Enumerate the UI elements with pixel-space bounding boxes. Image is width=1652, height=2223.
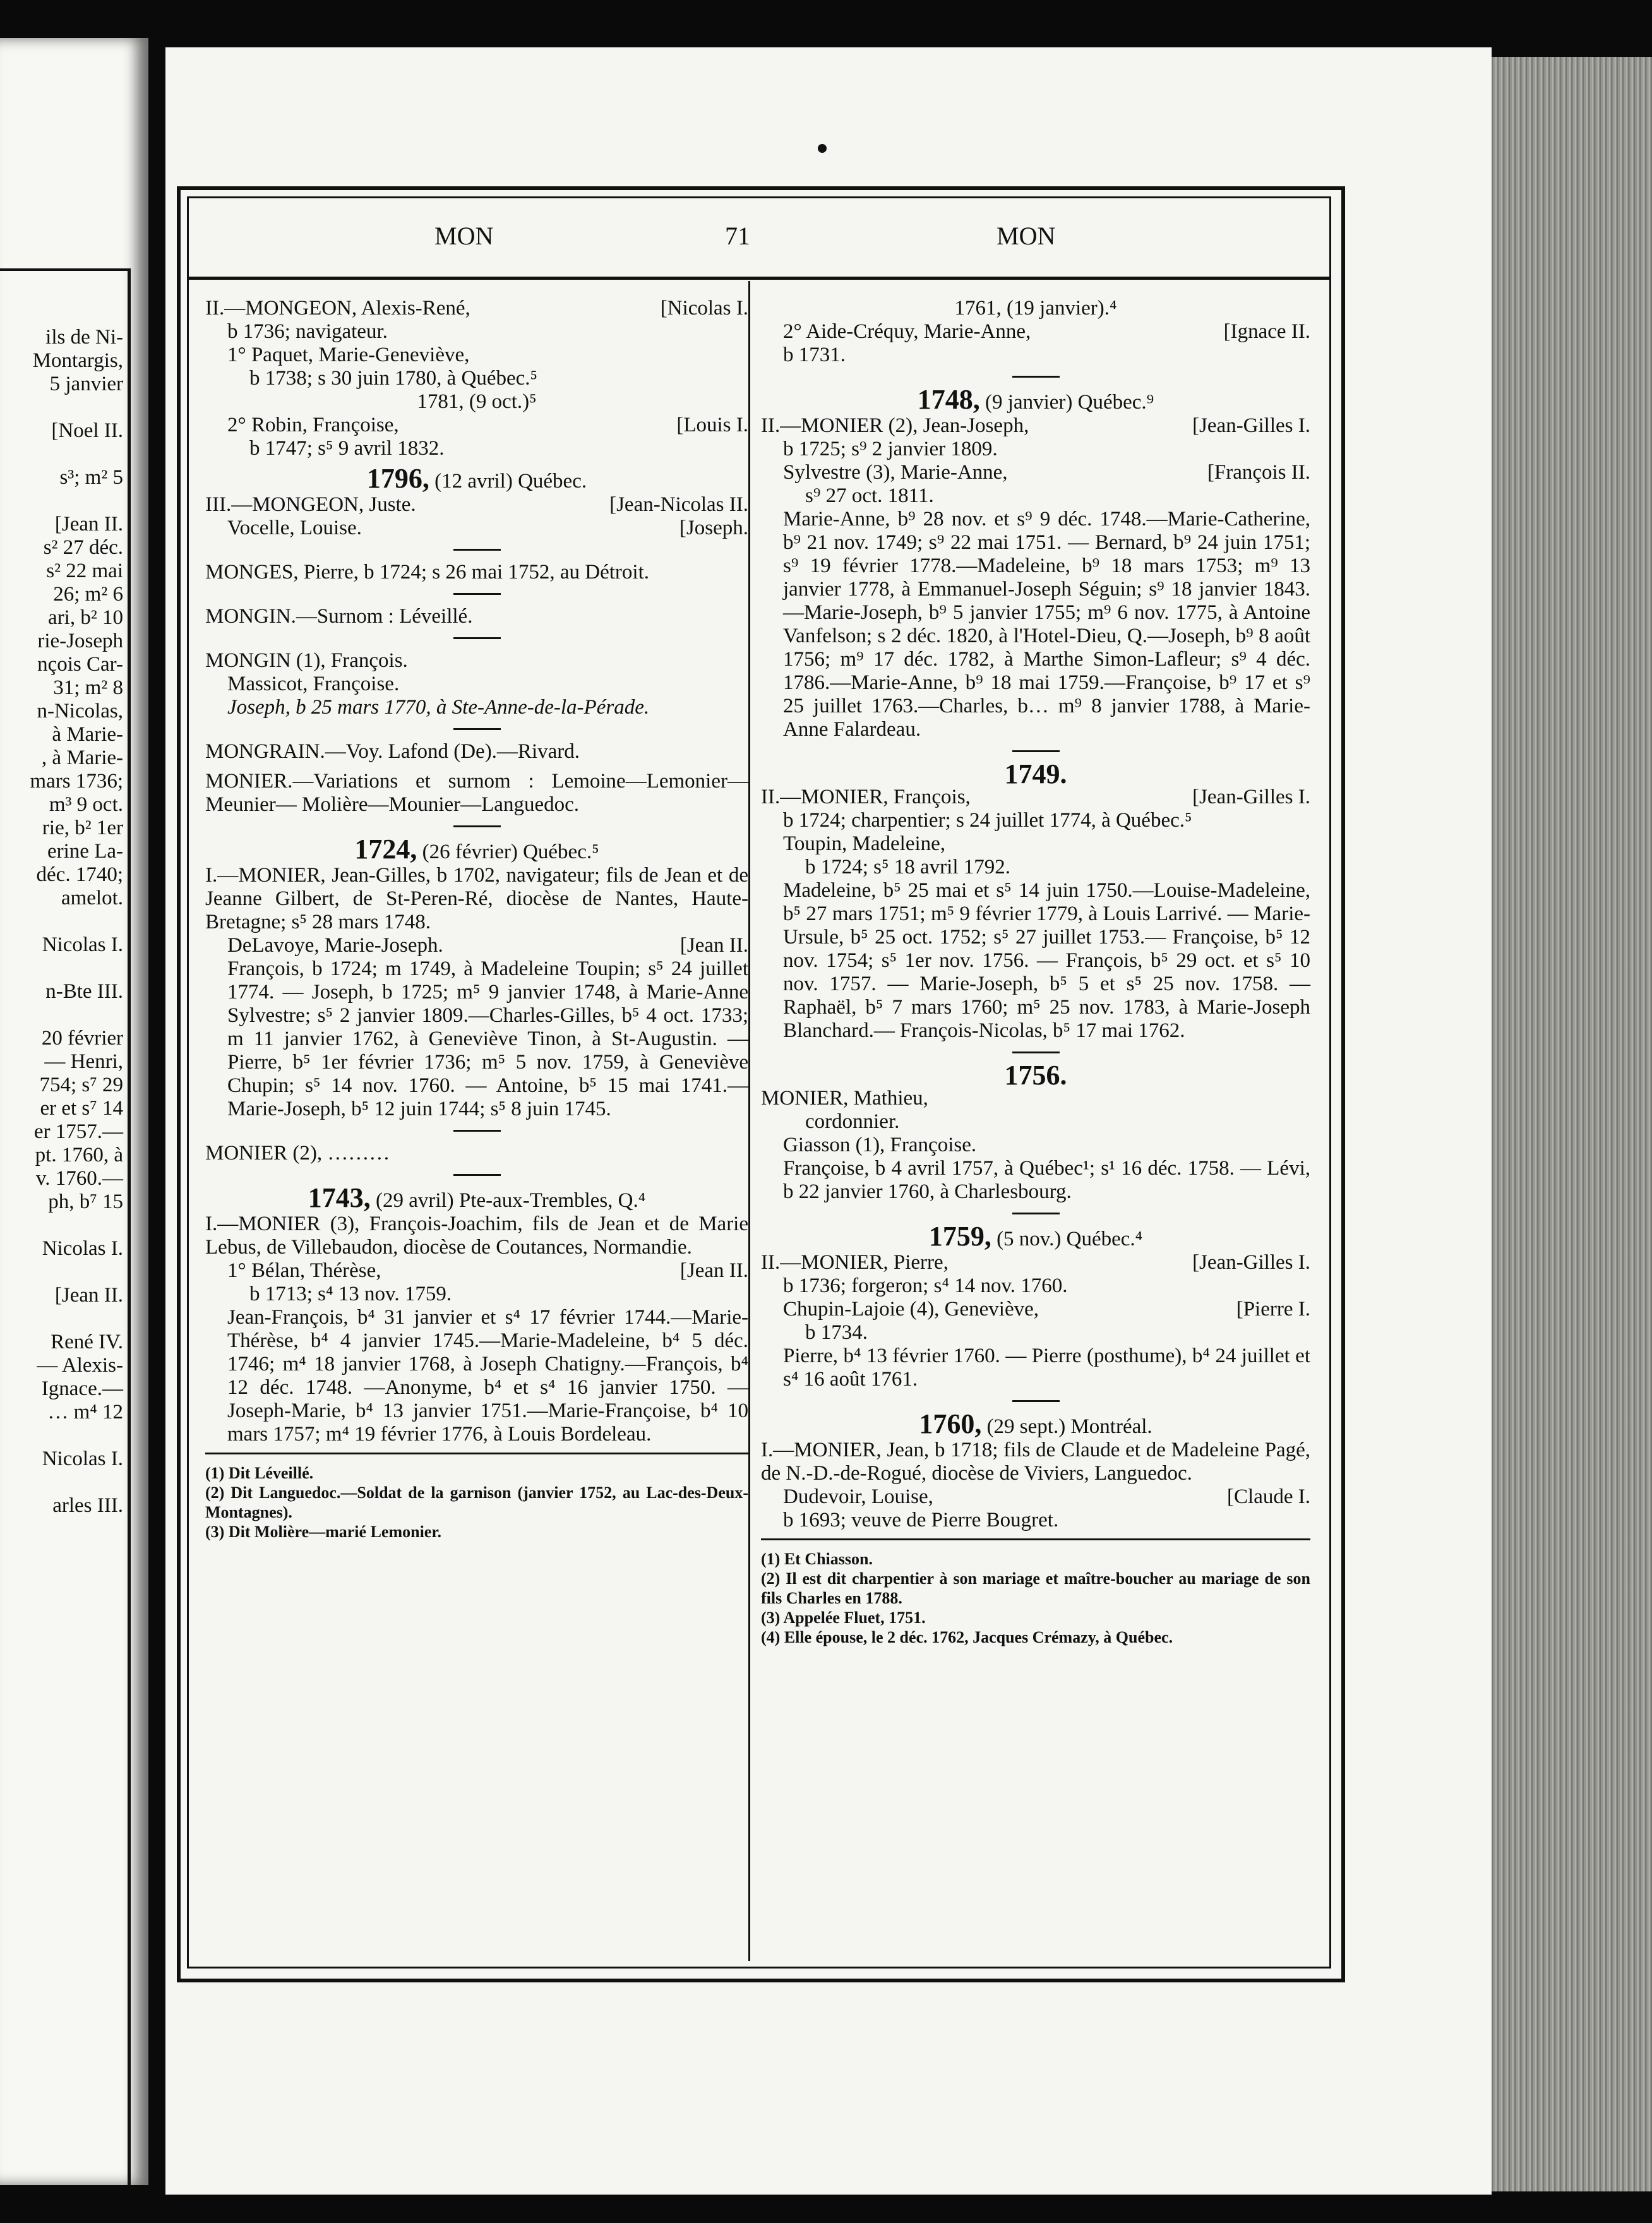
footnote: (4) Elle épouse, le 2 déc. 1762, Jacques Crémazy, à Québec. bbox=[761, 1628, 1173, 1646]
previous-page-line: rie-Joseph bbox=[37, 630, 123, 652]
separator bbox=[453, 825, 501, 827]
previous-page-line: v. 1760.— bbox=[35, 1167, 123, 1190]
entry-line: b 1738; s 30 juin 1780, à Québec.⁵ bbox=[249, 367, 538, 390]
separator bbox=[1012, 1052, 1060, 1053]
header-left-guideword: MON bbox=[434, 222, 494, 250]
spouse-line: Toupin, Madeleine, bbox=[783, 832, 946, 855]
separator bbox=[1012, 750, 1060, 752]
previous-page-line: René IV. bbox=[51, 1331, 123, 1353]
previous-page-line: arles III. bbox=[52, 1494, 123, 1517]
parent-ref: [François II. bbox=[1207, 461, 1310, 484]
year-heading-1760: 1760, (29 sept.) Montréal. bbox=[919, 1408, 1152, 1439]
previous-page-line: 754; s⁷ 29 bbox=[39, 1074, 123, 1096]
parent-ref: [Joseph. bbox=[679, 517, 748, 539]
previous-page-line: 26; m² 6 bbox=[53, 583, 123, 606]
previous-page-line: Ignace.— bbox=[41, 1377, 123, 1400]
header-right-guideword: MON bbox=[997, 222, 1056, 250]
entry-monier-jean-joseph bbox=[761, 414, 1310, 741]
spouse-line: Dudevoir, Louise, bbox=[783, 1485, 933, 1508]
column-divider bbox=[748, 281, 750, 1961]
previous-page-line: [Noel II. bbox=[51, 419, 123, 442]
parent-ref: [Jean II. bbox=[679, 934, 748, 957]
footnote: (1) Dit Léveillé. bbox=[205, 1464, 314, 1482]
spouse-line: Vocelle, Louise. bbox=[227, 517, 362, 539]
parent-ref: [Ignace II. bbox=[1223, 320, 1310, 343]
parent-ref: [Jean-Gilles I. bbox=[1192, 786, 1310, 808]
entry-monier-mathieu bbox=[761, 1087, 1310, 1204]
spouse-line: 2° Aide-Créquy, Marie-Anne, bbox=[783, 320, 1031, 343]
previous-page-line: Nicolas I. bbox=[42, 933, 123, 956]
previous-page-line: nçois Car- bbox=[37, 653, 123, 676]
entry-monier-variations: MONIER.—Variations et surnom : Lemoine—Lemonier—Meunier— Molière—Mounier—Languedoc. bbox=[205, 770, 748, 816]
previous-page-line: s² 22 mai bbox=[46, 560, 123, 582]
right-column bbox=[761, 297, 1310, 1647]
entry-line: b 1736; forgeron; s⁴ 14 nov. 1760. bbox=[783, 1274, 1068, 1297]
separator bbox=[453, 1130, 501, 1132]
entry-line: b 1731. bbox=[783, 344, 846, 366]
entry-title: MONIER, Mathieu, bbox=[761, 1087, 928, 1110]
spouse-line: Giasson (1), Françoise. bbox=[783, 1134, 977, 1156]
previous-page-line: mars 1736; bbox=[30, 770, 123, 793]
year-heading-1743: 1743, (29 avril) Pte-aux-Trembles, Q.⁴ bbox=[308, 1182, 646, 1213]
entry-mongeon-alexis-rene bbox=[205, 297, 748, 460]
previous-page-line: erine La- bbox=[47, 840, 123, 863]
separator bbox=[1012, 1213, 1060, 1214]
footnote: (2) Il est dit charpentier à son mariage et maître-boucher au mariage de son fils Charles en 1788. bbox=[761, 1569, 1310, 1607]
previous-page-line: Nicolas I. bbox=[42, 1447, 123, 1470]
left-footnotes bbox=[205, 1463, 748, 1542]
children-paragraph: Marie-Anne, b⁹ 28 nov. et s⁹ 9 déc. 1748.—Marie-Catherine, b⁹ 21 nov. 1749; s⁹ 22 mai 1751. — Bernard, b⁹ 24 juin 1751; s⁹ 19 février 1778.—Madeleine, b⁹ 18 mars 1753; m⁹ 13 janvier 1778, à Emmanuel-Joseph Séguin; s⁹ 18 janvier 1843.—Marie-Joseph, b⁹ 5 janvier 1755; m⁹ 6 nov. 1775, à Antoine Vanfelson; s 2 déc. 1820, à l'Hotel-Dieu, Q.—Joseph, b⁹ 8 août 1756; m⁹ 17 déc. 1782, à Marthe Simon-Lafleur; s⁹ 4 déc. 1786.—Marie-Anne, b⁹ 18 mai 1759.—Françoise, b⁹ 17 et s⁹ 25 juillet 1763.—Charles, b… m⁹ 8 janvier 1788, à Marie-Anne Falardeau. bbox=[783, 508, 1310, 741]
previous-page-line: pt. 1760, à bbox=[35, 1144, 123, 1166]
previous-page-line: er 1757.— bbox=[33, 1120, 123, 1143]
previous-page-line: — Alexis- bbox=[37, 1354, 123, 1377]
previous-page-line: ph, b⁷ 15 bbox=[48, 1190, 123, 1213]
previous-page-frame-rule bbox=[128, 268, 131, 2185]
spouse-line: Chupin-Lajoie (4), Geneviève, bbox=[783, 1298, 1039, 1321]
entry-mongin-surnom: MONGIN.—Surnom : Léveillé. bbox=[205, 605, 473, 628]
previous-page-line: à Marie- bbox=[52, 723, 123, 746]
spouse-line: 1° Bélan, Thérèse, bbox=[227, 1259, 381, 1282]
previous-page-line: amelot. bbox=[61, 887, 123, 909]
parent-ref: [Jean II. bbox=[679, 1259, 748, 1282]
previous-page-line: Nicolas I. bbox=[42, 1237, 123, 1260]
parent-ref: [Jean-Nicolas II. bbox=[609, 493, 748, 516]
marriage-date: 1761, (19 janvier).⁴ bbox=[954, 297, 1117, 320]
entry-line: b 1734. bbox=[805, 1321, 868, 1344]
previous-page-line: n-Nicolas, bbox=[37, 700, 123, 722]
footnote: (2) Dit Languedoc.—Soldat de la garnison (janvier 1752, au Lac-des-Deux-Montagnes). bbox=[205, 1483, 748, 1521]
separator bbox=[1012, 376, 1060, 378]
year-heading-1759: 1759, (5 nov.) Québec.⁴ bbox=[928, 1221, 1143, 1252]
page-number: 71 bbox=[725, 222, 750, 250]
year-heading-1756: 1756. bbox=[1004, 1060, 1067, 1091]
separator bbox=[453, 637, 501, 639]
previous-page-line: s² 27 déc. bbox=[43, 536, 123, 559]
parent-ref: [Nicolas I. bbox=[660, 297, 748, 320]
entry-monier-francois-joachim bbox=[205, 1213, 748, 1446]
previous-page-line: 5 janvier bbox=[49, 373, 123, 395]
footnote-rule bbox=[761, 1538, 1310, 1540]
year-heading-1749: 1749. bbox=[1004, 758, 1067, 789]
entry-line: b 1713; s⁴ 13 nov. 1759. bbox=[249, 1283, 452, 1305]
previous-page-line: ils de Ni- bbox=[45, 326, 123, 349]
previous-page-line: er et s⁷ 14 bbox=[40, 1097, 123, 1120]
previous-page-line: … m⁴ 12 bbox=[47, 1401, 123, 1423]
previous-page-line: , à Marie- bbox=[41, 746, 123, 769]
entry-mongrain: MONGRAIN.—Voy. Lafond (De).—Rivard. bbox=[205, 740, 580, 763]
previous-page-header-rule bbox=[0, 268, 131, 271]
previous-page-line: m³ 9 oct. bbox=[49, 793, 123, 816]
spouse-line: DeLavoye, Marie-Joseph. bbox=[227, 934, 443, 957]
entry-line: s⁹ 27 oct. 1811. bbox=[805, 484, 934, 507]
previous-page-line: déc. 1740; bbox=[36, 863, 123, 886]
children-paragraph: Pierre, b⁴ 13 février 1760. — Pierre (posthume), b⁴ 24 juillet et s⁴ 16 août 1761. bbox=[783, 1345, 1310, 1391]
entry-title: II.—MONIER, François, bbox=[761, 786, 971, 808]
entry-monier-pierre bbox=[761, 1251, 1310, 1391]
children-paragraph: Madeleine, b⁵ 25 mai et s⁵ 14 juin 1750.—Louise-Madeleine, b⁵ 27 mars 1751; m⁵ 9 février 1779, à Louis Larrivé. — Marie-Ursule, b⁵ 25 oct. 1752; s⁵ 27 juillet 1753.— Françoise, b⁵ 12 nov. 1754; s⁵ 1er nov. 1756. — François, b⁵ 29 oct. et s⁵ 10 nov. 1757. — Marie-Joseph, b⁵ 5 et s⁵ 25 nov. 1758. — Raphaël, b⁵ 7 mars 1760; m⁵ 25 nov. 1783, à Marie-Joseph Blanchard.— François-Nicolas, b⁵ 17 mai 1762. bbox=[783, 879, 1310, 1042]
marriage-date: 1781, (9 oct.)⁵ bbox=[417, 390, 537, 413]
left-column bbox=[205, 297, 748, 1542]
book-page-edges bbox=[1481, 57, 1652, 2191]
entry-line: b 1736; navigateur. bbox=[227, 320, 388, 343]
entry-line: cordonnier. bbox=[805, 1110, 900, 1133]
year-heading-1748: 1748, (9 janvier) Québec.⁹ bbox=[917, 384, 1154, 415]
entry-monier-2: MONIER (2), ……… bbox=[205, 1142, 390, 1165]
entry-line: b 1747; s⁵ 9 avril 1832. bbox=[249, 437, 445, 460]
entry-title: II.—MONGEON, Alexis-René, bbox=[205, 297, 470, 320]
entry-mongin-francois bbox=[205, 649, 748, 719]
footnote: (3) Appelée Fluet, 1751. bbox=[761, 1609, 926, 1627]
footnote-rule bbox=[205, 1453, 748, 1454]
entry-line: b 1724; charpentier; s 24 juillet 1774, à Québec.⁵ bbox=[783, 809, 1192, 832]
spouse-line: 1° Paquet, Marie-Geneviève, bbox=[227, 344, 470, 366]
year-heading-1724: 1724, (26 février) Québec.⁵ bbox=[354, 834, 599, 865]
previous-page-line: s³; m² 5 bbox=[59, 466, 123, 489]
separator bbox=[1012, 1400, 1060, 1402]
footnote: (1) Et Chiasson. bbox=[761, 1550, 873, 1568]
entry-line: b 1724; s⁵ 18 avril 1792. bbox=[805, 856, 1010, 878]
previous-page-line: rie, b² 1er bbox=[42, 817, 123, 839]
entry-monges: MONGES, Pierre, b 1724; s 26 mai 1752, au Détroit. bbox=[205, 561, 650, 584]
print-dot bbox=[818, 144, 827, 153]
spouse-line: Massicot, Françoise. bbox=[227, 673, 400, 695]
entry-monier-jean bbox=[761, 1439, 1310, 1532]
previous-page-line: [Jean II. bbox=[54, 513, 123, 536]
previous-page-line: 31; m² 8 bbox=[53, 676, 123, 699]
previous-page-line: — Henri, bbox=[44, 1050, 123, 1073]
previous-page-line: 20 février bbox=[41, 1027, 123, 1050]
year-heading-1796: 1796, (12 avril) Québec. bbox=[366, 463, 587, 494]
entry-title: I.—MONIER, Jean, b 1718; fils de Claude et de Madeleine Pagé, de N.-D.-de-Rogué, diocèse de Viviers, Languedoc. bbox=[761, 1439, 1310, 1485]
previous-page-line: Montargis, bbox=[32, 349, 123, 372]
separator bbox=[453, 1174, 501, 1176]
previous-page-fragment bbox=[0, 38, 148, 2185]
parent-ref: [Pierre I. bbox=[1236, 1298, 1310, 1321]
entry-title: II.—MONIER, Pierre, bbox=[761, 1251, 949, 1274]
spouse-line: Sylvestre (3), Marie-Anne, bbox=[783, 461, 1008, 484]
parent-ref: [Jean-Gilles I. bbox=[1192, 414, 1310, 437]
children-paragraph: Jean-François, b⁴ 31 janvier et s⁴ 17 février 1744.—Marie-Thérèse, b⁴ 4 janvier 1745.—Marie-Madeleine, b⁴ 5 déc. 1746; m⁴ 18 janvier 1768, à Joseph Chatigny.—François, b⁴ 12 déc. 1748. —Anonyme, b⁴ et s⁴ 16 janvier 1750. — Joseph-Marie, b⁴ 13 janvier 1751.—Marie-Françoise, b⁴ 10 mars 1757; m⁴ 19 février 1776, à Louis Bordeleau. bbox=[227, 1306, 748, 1446]
entry-line: b 1725; s⁹ 2 janvier 1809. bbox=[783, 438, 998, 460]
footnote: (3) Dit Molière—marié Lemonier. bbox=[205, 1523, 441, 1541]
entry-title: I.—MONIER, Jean-Gilles, b 1702, navigateur; fils de Jean et de Jeanne Gilbert, de St-Peren-Ré, diocèse de Nantes, Haute-Bretagne; s⁵ 28 mars 1748. bbox=[205, 864, 748, 933]
right-footnotes bbox=[761, 1549, 1310, 1647]
children-paragraph: François, b 1724; m 1749, à Madeleine Toupin; s⁵ 24 juillet 1774. — Joseph, b 1725; m⁵ 9 janvier 1748, à Marie-Anne Sylvestre; s⁵ 2 janvier 1809.—Charles-Gilles, b⁵ 4 oct. 1733; m 11 janvier 1762, à Geneviève Tinon, à St-Augustin. —Pierre, b⁵ 1er février 1736; m⁵ 5 nov. 1759, à Geneviève Chupin; s⁵ 14 nov. 1760. — Antoine, b⁵ 15 mai 1741.—Marie-Joseph, b⁵ 12 juin 1744; s⁵ 8 juin 1745. bbox=[227, 957, 748, 1120]
parent-ref: [Jean-Gilles I. bbox=[1192, 1251, 1310, 1274]
entry-title: MONGIN (1), François. bbox=[205, 649, 408, 672]
separator bbox=[453, 549, 501, 551]
children-line: Joseph, b 25 mars 1770, à Ste-Anne-de-la-Pérade. bbox=[227, 696, 650, 719]
entry-mongeon-juste bbox=[205, 493, 748, 540]
separator bbox=[453, 728, 501, 730]
entry-monier-francois bbox=[761, 786, 1310, 1043]
header-rule bbox=[187, 277, 1331, 280]
previous-page-line: ari, b² 10 bbox=[48, 606, 123, 629]
previous-page-line: n-Bte III. bbox=[45, 980, 123, 1003]
entry-title: I.—MONIER (3), François-Joachim, fils de Jean et de Marie Lebus, de Villebaudon, diocèse de Coutances, Normandie. bbox=[205, 1213, 748, 1259]
separator bbox=[453, 593, 501, 595]
children-paragraph: Françoise, b 4 avril 1757, à Québec¹; s¹ 16 déc. 1758. — Lévi, b 22 janvier 1760, à Charlesbourg. bbox=[783, 1157, 1310, 1203]
entry-title: II.—MONIER (2), Jean-Joseph, bbox=[761, 414, 1029, 437]
spouse-line: 2° Robin, Françoise, bbox=[227, 414, 399, 436]
entry-title: III.—MONGEON, Juste. bbox=[205, 493, 416, 516]
parent-ref: [Louis I. bbox=[676, 414, 748, 436]
entry-monier-jean-gilles bbox=[205, 864, 748, 1121]
previous-page-line: [Jean II. bbox=[54, 1284, 123, 1307]
parent-ref: [Claude I. bbox=[1227, 1485, 1310, 1508]
entry-line: b 1693; veuve de Pierre Bougret. bbox=[783, 1509, 1059, 1531]
